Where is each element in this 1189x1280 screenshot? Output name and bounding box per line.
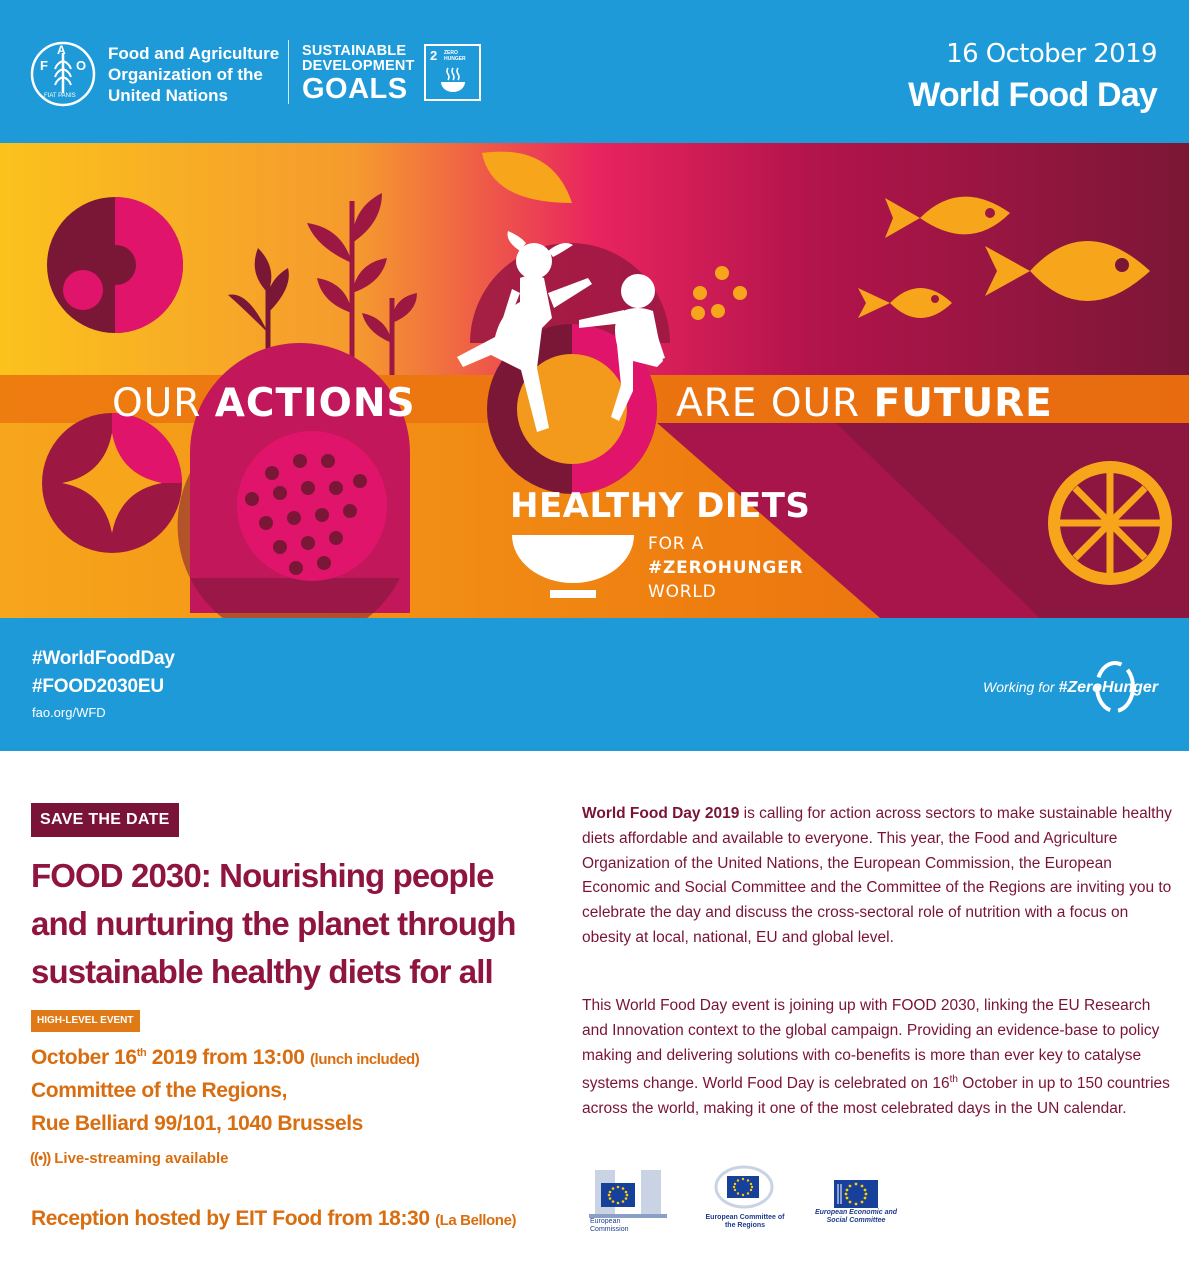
theme-line1: FOR A xyxy=(648,534,705,554)
event-venue-line2: Rue Belliard 99/101, 1040 Brussels xyxy=(31,1112,363,1135)
live-streaming-note xyxy=(30,1150,228,1167)
reception-venue: (La Bellone) xyxy=(435,1212,517,1229)
reception-note xyxy=(31,1207,516,1231)
orange-slice-graphic xyxy=(1048,461,1172,585)
hero-banner xyxy=(0,143,1189,618)
high-level-event-badge: HIGH-LEVEL EVENT xyxy=(31,1010,140,1032)
partner-caption-ec: European Commission xyxy=(590,1218,629,1233)
partner-caption-cor: European Committee of the Regions xyxy=(705,1214,785,1229)
description-paragraph-2 xyxy=(582,994,1172,1122)
sdg-line1: SUSTAINABLE xyxy=(302,43,407,59)
partner-caption-eesc: European Economic and Social Committee xyxy=(814,1209,898,1224)
event-date-note: (lunch included) xyxy=(309,1051,420,1068)
theme-line2: #ZEROHUNGER xyxy=(648,558,804,578)
sdg-goal-number: 2 xyxy=(430,48,438,63)
event-date-sup: th xyxy=(136,1047,147,1059)
header-divider xyxy=(288,40,289,104)
fao-url-link[interactable]: fao.org/WFD xyxy=(32,705,106,720)
zerohunger-ring-icon xyxy=(1092,658,1138,716)
header-title: World Food Day xyxy=(908,76,1157,114)
sdg-logo-text xyxy=(302,44,415,104)
slogan-left-light: OUR xyxy=(112,381,215,426)
description-paragraph-1 xyxy=(582,802,1172,951)
fao-org-name-line2: Organization of the xyxy=(108,65,263,84)
header-bar xyxy=(0,0,1189,143)
event-title: FOOD 2030: Nourishing people and nurturing the planet through sustainable healthy diets for all xyxy=(31,857,516,990)
live-streaming-text: Live-streaming available xyxy=(54,1150,229,1167)
sdg-goal-2-icon xyxy=(424,44,481,101)
theme-subtitle xyxy=(648,532,803,604)
star-circle-graphic xyxy=(42,413,182,553)
eesc-logo xyxy=(834,1180,878,1210)
reception-main: Reception hosted by EIT Food from 18:30 xyxy=(31,1207,436,1230)
fao-org-name xyxy=(108,43,293,106)
header-date: 16 October 2019 xyxy=(946,39,1157,69)
working-tag: #ZeroHunger xyxy=(1058,679,1159,696)
slogan-right-bold: FUTURE xyxy=(873,381,1053,426)
slogan-right xyxy=(676,381,1053,426)
theme-line3: WORLD xyxy=(648,582,717,602)
broadcast-icon: ((•)) xyxy=(30,1150,51,1167)
committee-of-regions-logo xyxy=(712,1165,776,1213)
hashtag-bar xyxy=(0,618,1189,751)
sdg-line2: DEVELOPMENT xyxy=(302,58,415,74)
theme-title: HEALTHY DIETS xyxy=(510,486,811,526)
working-prefix: Working for xyxy=(983,679,1059,695)
save-the-date-badge: SAVE THE DATE xyxy=(31,803,179,837)
fao-logo xyxy=(30,41,96,107)
slogan-left xyxy=(112,381,416,426)
slogan-right-light: ARE OUR xyxy=(676,381,874,426)
sdg-goal-label: ZERO HUNGER xyxy=(444,50,466,62)
bowl-icon xyxy=(440,66,466,96)
hashtag-worldfoodday: #WorldFoodDay xyxy=(32,648,175,669)
event-venue-line1: Committee of the Regions, xyxy=(31,1079,288,1102)
event-date xyxy=(31,1046,419,1070)
description-p1-rest: is calling for action across sectors to make sustainable healthy diets affordable and available to everyone. This year, the Food and Agriculture Organization of the United Nations, the European Commission, the European Economic and Social Committee and the Committee of the Regions are inviting you to celebrate the day and discuss the cross-sectoral role of nutrition with a focus on obesity at local, national, EU and global level. xyxy=(582,805,1172,946)
fao-org-name-line3: United Nations xyxy=(108,86,228,105)
seed-circle-graphic xyxy=(47,197,183,333)
slogan-left-bold: ACTIONS xyxy=(214,381,416,426)
sdg-line3: GOALS xyxy=(302,73,408,105)
hashtag-food2030eu: #FOOD2030EU xyxy=(32,676,164,697)
event-date-prefix: October 16 xyxy=(31,1046,137,1069)
description-bold-lead: World Food Day 2019 xyxy=(582,805,740,822)
fao-logo-letter-o: O xyxy=(76,58,87,73)
description-p2-sup: th xyxy=(949,1074,958,1086)
fao-logo-letter-a: A xyxy=(57,43,66,57)
event-date-suffix: 2019 from 13:00 xyxy=(146,1046,310,1069)
fao-logo-letter-f: F xyxy=(40,58,48,73)
fao-org-name-line1: Food and Agriculture xyxy=(108,44,280,63)
description-p2-a: This World Food Day event is joining up with FOOD 2030, linking the EU Research and Innovation context to the global campaign. Providing an evidence-base to policy making and delivering solutions with co-benefits is more than ever key to catalyse systems change. World Food Day is celebrated on 16 xyxy=(582,997,1160,1093)
description-p2-b: October in up to 150 countries across the world, making it one of the most celebrated days in the UN calendar. xyxy=(582,1075,1170,1118)
fao-logo-motto: FIAT PANIS xyxy=(44,93,76,99)
